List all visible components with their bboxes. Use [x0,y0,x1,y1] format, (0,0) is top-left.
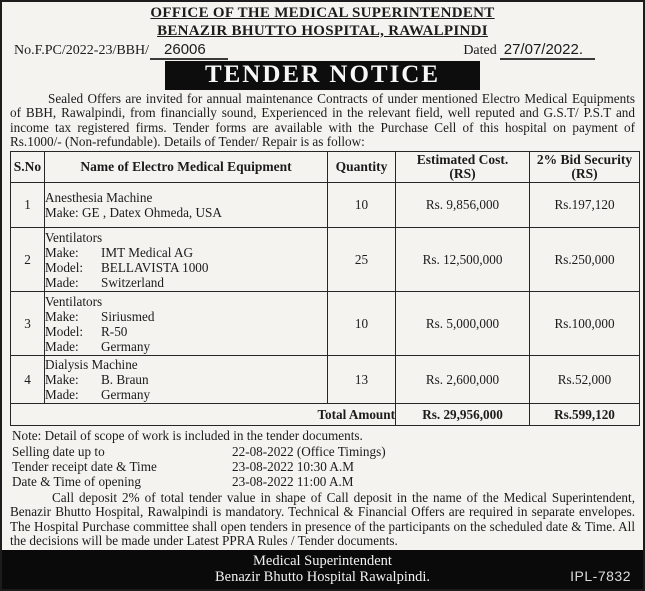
schedule-label: Tender receipt date & Time [12,459,157,475]
table-header-row [11,152,640,183]
sno-cell: 4 [11,356,45,404]
cost-cell: Rs. 9,856,000 [396,183,530,228]
hospital-title: BENAZIR BHUTTO HOSPITAL, RAWALPINDI [157,22,488,39]
quantity-cell: 13 [328,356,396,404]
cost-cell: Rs. 2,600,000 [396,356,530,404]
spec-value: IMT Medical AG [101,244,194,260]
security-cell: Rs.197,120 [530,183,640,228]
reference-number: 26006 [150,41,228,60]
col-header-security [530,152,640,183]
equipment-cell [45,228,328,292]
cost-cell: Rs. 12,500,000 [396,228,530,292]
total-security: Rs.599,120 [530,404,640,426]
spec-label: Make: [45,244,79,260]
equipment-spec [45,339,327,354]
note-line: Note: Detail of scope of work is included in the tender documents. [12,428,363,444]
col-header-name: Name of Electro Medical Equipment [45,152,328,183]
col-header-cost-line1: Estimated Cost. [416,152,509,168]
intro-paragraph: Sealed Offers are invited for annual maintenance Contracts of under mentioned Electro Medical Equipments of BBH, Rawalpindi, from financially sound, Experienced in the relevant field, well reputed and G.S.T/ P.S.T and income tax registered firms. Tender forms are available with the Purchase Cell of this hospital on payment of Rs.1000/- (Non-refundable). Details of Tender/ Repair is as follow: [10,91,635,149]
equipment-spec [45,309,327,324]
spec-value: Switzerland [101,274,164,290]
col-header-security-line1: 2% Bid Security [536,152,633,168]
sno-cell: 2 [11,228,45,292]
schedule-row [12,444,633,459]
document-header [2,5,643,40]
equipment-name: Anesthesia Machine [45,190,153,206]
table-row [11,228,640,292]
spec-label: Model: [45,259,84,275]
spec-value: BELLAVISTA 1000 [101,259,209,275]
col-header-quantity: Quantity [328,152,396,183]
equipment-table [10,151,640,426]
schedule-row [12,459,633,474]
equipment-spec [45,387,327,402]
sno-cell: 3 [11,292,45,356]
security-cell: Rs.100,000 [530,292,640,356]
equipment-name: Ventilators [45,293,103,309]
equipment-spec [45,324,327,339]
equipment-spec [45,275,327,290]
reference-line [2,40,643,60]
spec-label: Made: [45,338,79,354]
col-header-cost [396,152,530,183]
spec-label: Made: [45,274,79,290]
spec-value: Germany [101,387,151,403]
quantity-cell: 10 [328,292,396,356]
spec-label: Make: [45,308,79,324]
footer-hospital: Benazir Bhutto Hospital Rawalpindi. [214,569,431,585]
table-row [11,183,640,228]
equipment-cell [45,183,328,228]
schedule-label: Date & Time of opening [12,474,141,490]
equipment-spec [45,260,327,275]
equipment-name: Ventilators [45,229,103,245]
schedule-list [12,444,633,489]
equipment-spec [45,205,327,220]
footer-signatory: Medical Superintendent [253,553,392,569]
spec-text: Make: GE , Datex Ohmeda, USA [45,205,222,221]
spec-value: B. Braun [101,372,149,388]
col-header-cost-line2: (RS) [449,166,476,182]
equipment-cell [45,292,328,356]
col-header-security-line2: (RS) [571,166,598,182]
banner-row [2,61,643,90]
quantity-cell: 10 [328,183,396,228]
schedule-label: Selling date up to [12,444,105,460]
spec-label: Make: [45,372,79,388]
spec-label: Made: [45,387,79,403]
quantity-cell: 25 [328,228,396,292]
dated-value: 27/07/2022. [500,41,595,60]
terms-paragraph: Call deposit 2% of total tender value in shape of Call deposit in the name of the Medical Superintendent, Benazir Bhutto Hospital, Rawalpindi is mandatory. Technical & Financial Offers are required in separate envelopes. The Hospital Purchase committee shall open tenders in presence of the participants on the scheduled date & Time. All the decisions will be made under Latest PPRA Rules / Tender documents. [10,490,635,549]
schedule-value: 23-08-2022 10:30 A.M [232,459,354,475]
office-title: OFFICE OF THE MEDICAL SUPERINTENDENT [150,5,495,21]
spec-value: R-50 [101,323,128,339]
total-row [11,404,640,426]
spec-value: Germany [101,338,151,354]
total-label: Total Amount [11,404,396,426]
cost-cell: Rs. 5,000,000 [396,292,530,356]
spec-value: Siriusmed [101,308,155,324]
security-cell: Rs.52,000 [530,356,640,404]
table-row [11,356,640,404]
equipment-name: Dialysis Machine [45,357,138,373]
tender-notice-banner: TENDER NOTICE [165,61,480,90]
equipment-spec [45,372,327,387]
schedule-value: 22-08-2022 (Office Timings) [232,444,386,460]
equipment-cell [45,356,328,404]
dated-label: Dated [463,43,497,58]
footer-bar [2,550,643,589]
table-row [11,292,640,356]
sno-cell: 1 [11,183,45,228]
security-cell: Rs.250,000 [530,228,640,292]
total-cost: Rs. 29,956,000 [396,404,530,426]
schedule-value: 23-08-2022 11:00 A.M [232,474,354,490]
reference-label: No.F.PC/2022-23/BBH/ [14,43,150,58]
equipment-spec [45,245,327,260]
footer-ipl-code: IPL-7832 [570,568,631,584]
dated-group [463,41,595,59]
col-header-sno: S.No [11,152,45,183]
spec-label: Model: [45,323,84,339]
schedule-row [12,474,633,489]
